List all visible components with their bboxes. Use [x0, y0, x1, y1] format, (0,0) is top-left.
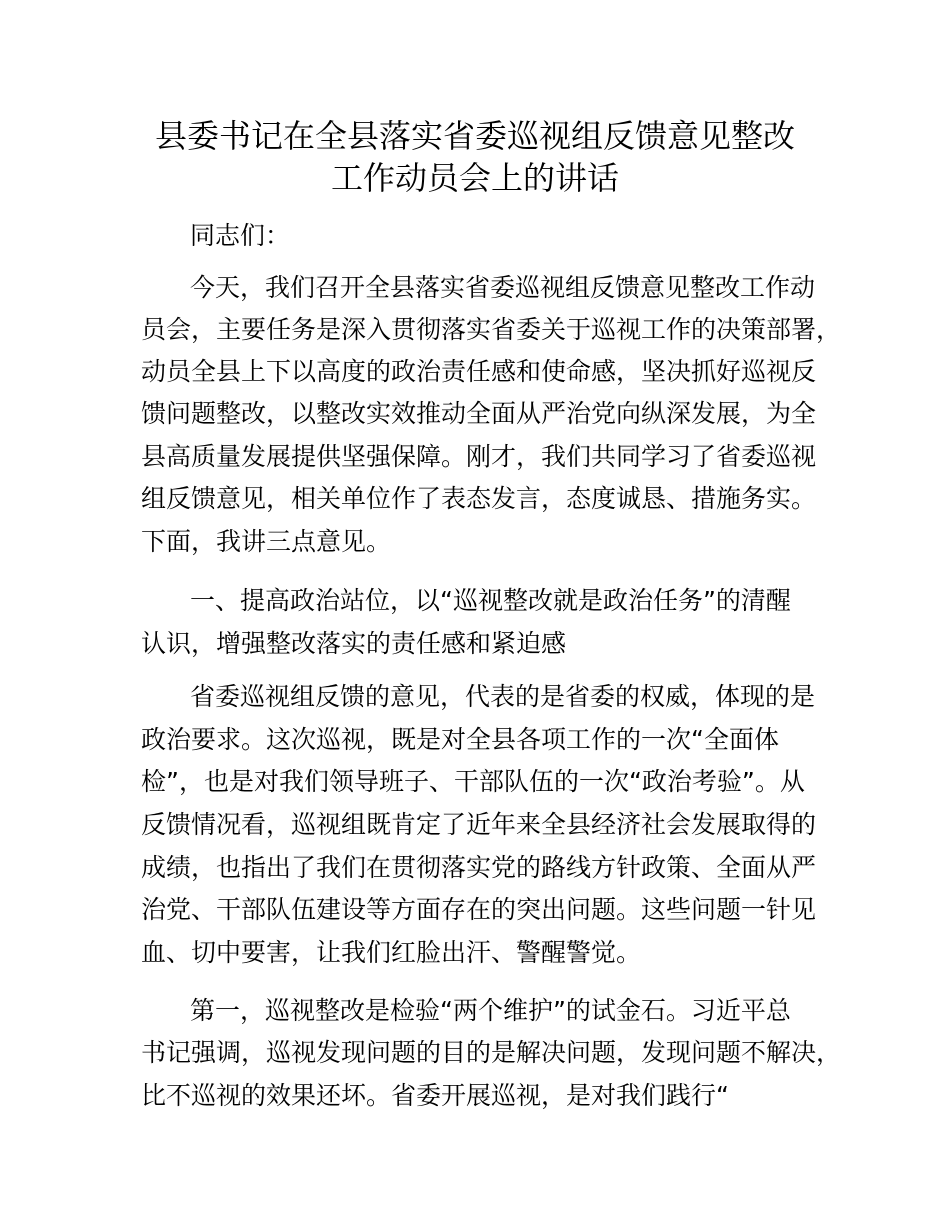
paragraph-line: 比不巡视的效果还坏。省委开展巡视，是对我们践行“ [141, 1081, 729, 1110]
paragraph-line: 政治要求。这次巡视，既是对全县各项工作的一次“全面体 [141, 725, 779, 754]
document-title-line-2: 工作动员会上的讲话 [330, 159, 619, 197]
paragraph-line: 下面，我讲三点意见。 [141, 527, 392, 556]
paragraph-line: 馈问题整改，以整改实效推动全面从严治党向纵深发展，为全 [141, 399, 817, 428]
paragraph-line: 书记强调，巡视发现问题的目的是解决问题，发现问题不解决， [141, 1038, 842, 1067]
section-heading-line: 一、提高政治站位，以“巡视整改就是政治任务”的清醒 [190, 586, 791, 615]
paragraph-line: 成绩，也指出了我们在贯彻落实党的路线方针政策、全面从严 [141, 853, 817, 882]
section-heading-line: 认识，增强整改落实的责任感和紧迫感 [141, 629, 567, 658]
paragraph-line: 县高质量发展提供坚强保障。刚才，我们共同学习了省委巡视 [141, 442, 817, 471]
paragraph-line: 治党、干部队伍建设等方面存在的突出问题。这些问题一针见 [141, 895, 817, 924]
paragraph-line: 第一，巡视整改是检验“两个维护”的试金石。习近平总 [190, 996, 791, 1025]
paragraph-line: 今天，我们召开全县落实省委巡视组反馈意见整改工作动 [190, 273, 816, 302]
paragraph-line: 血、切中要害，让我们红脸出汗、警醒警觉。 [141, 938, 642, 967]
paragraph-line: 省委巡视组反馈的意见，代表的是省委的权威，体现的是 [190, 682, 816, 711]
paragraph-line: 动员全县上下以高度的政治责任感和使命感，坚决抓好巡视反 [141, 357, 817, 386]
paragraph-line: 检”，也是对我们领导班子、干部队伍的一次“政治考验”。从 [141, 767, 805, 796]
paragraph-line: 组反馈意见，相关单位作了表态发言，态度诚恳、措施务实。 [141, 484, 817, 513]
paragraph-line: 反馈情况看，巡视组既肯定了近年来全县经济社会发展取得的 [141, 810, 817, 839]
document-title-line-1: 县委书记在全县落实省委巡视组反馈意见整改 [154, 117, 795, 155]
paragraph-line: 员会，主要任务是深入贯彻落实省委关于巡视工作的决策部署， [141, 315, 842, 344]
salutation: 同志们： [190, 221, 291, 250]
